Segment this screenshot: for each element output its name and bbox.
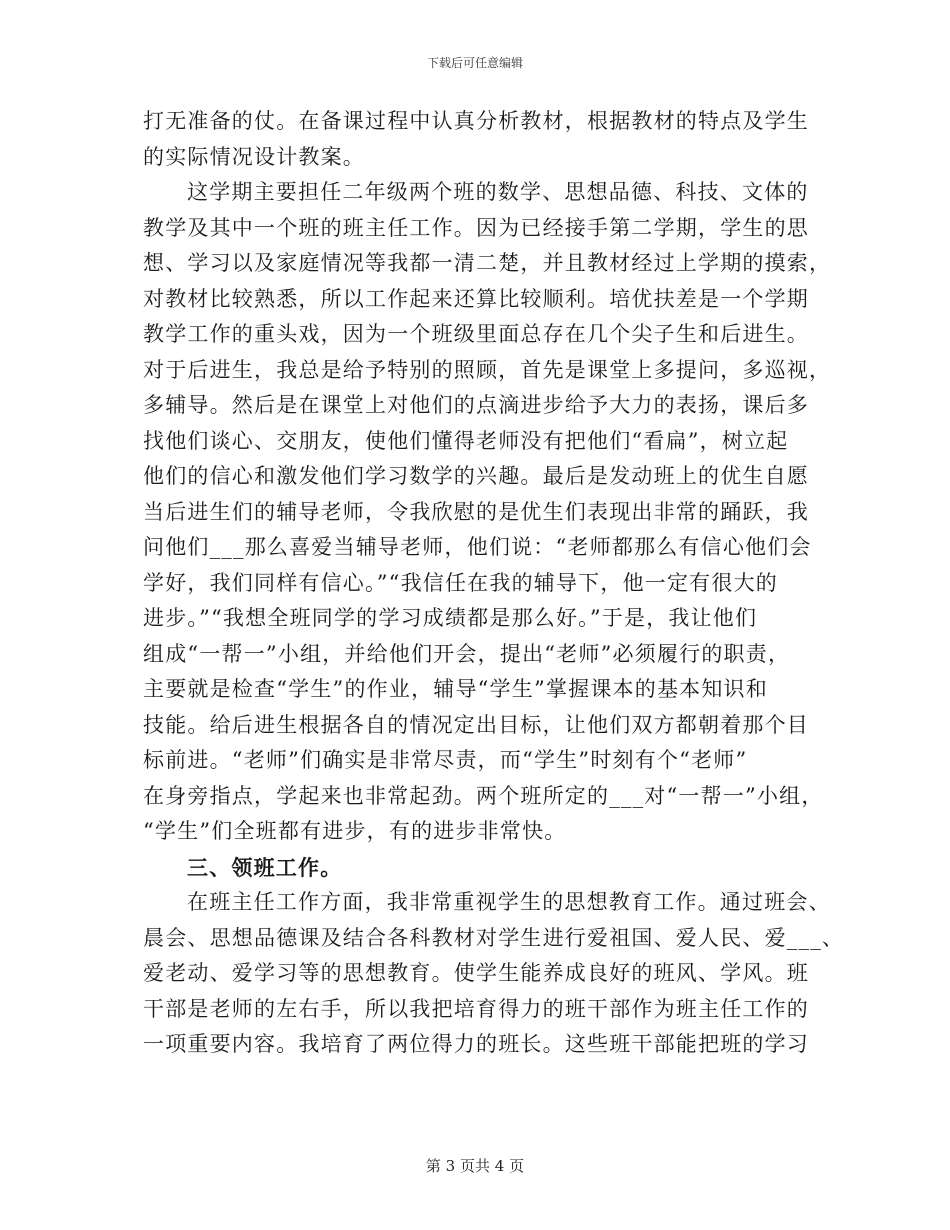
paragraph-line: 在身旁指点，学起来也非常起劲。两个班所定的___对“一帮一”小组， (143, 783, 824, 808)
paragraph-line: 学好，我们同样有信心。”“我信任在我的辅导下，他一定有很大的 (143, 570, 778, 595)
page-header: 下载后可任意编辑 (426, 56, 523, 70)
paragraph-line: 主要就是检查“学生”的作业，辅导“学生”掌握课本的基本知识和 (143, 677, 768, 701)
paragraph-line: “学生”们全班都有进步，有的进步非常快。 (143, 819, 567, 843)
paragraph-line: 多辅导。然后是在课堂上对他们的点滴进步给予大力的表扬，课后多 (143, 393, 809, 417)
paragraph-line: 标前进。“老师”们确实是非常尽责，而“学生”时刻有个“老师” (143, 748, 748, 772)
paragraph-line: 在班主任工作方面，我非常重视学生的思想教育工作。通过班会、 (187, 890, 831, 914)
paragraph-line: 的实际情况设计教案。 (143, 144, 365, 169)
paragraph-line: 一项重要内容。我培育了两位得力的班长。这些班干部能把班的学习 (143, 1032, 809, 1056)
paragraph-line: 技能。给后进生根据各自的情况定出目标，让他们双方都朝着那个目 (143, 712, 809, 737)
page-footer: 第 3 页共 4 页 (425, 1157, 525, 1175)
paragraph-line: 当后进生们的辅导老师，令我欣慰的是优生们表现出非常的踊跃，我 (143, 499, 809, 524)
paragraph-line: 找他们谈心、交朋友，使他们懂得老师没有把他们“看扁”，树立起 (143, 428, 789, 453)
paragraph-line: 爱老动、爱学习等的思想教育。使学生能养成良好的班风、学风。班 (143, 961, 809, 985)
paragraph-line: 他们的信心和激发他们学习数学的兴趣。最后是发动班上的优生自愿 (143, 464, 809, 488)
paragraph-line: 干部是老师的左右手，所以我把培育得力的班干部作为班主任工作的 (143, 996, 809, 1021)
section-heading: 三、领班工作。 (187, 854, 343, 880)
paragraph-line: 问他们___那么喜爱当辅导老师，他们说：“老师都那么有信心他们会 (143, 535, 812, 559)
paragraph-line: 教学及其中一个班的班主任工作。因为已经接手第二学期，学生的思 (143, 215, 809, 240)
paragraph-line: 想、学习以及家庭情况等我都一清二楚，并且教材经过上学期的摸索， (143, 251, 832, 275)
paragraph-line: 进步。”“我想全班同学的学习成绩都是那么好。”于是，我让他们 (143, 606, 758, 630)
paragraph-line: 这学期主要担任二年级两个班的数学、思想品德、科技、文体的 (187, 180, 809, 204)
paragraph-line: 晨会、思想品德课及结合各科教材对学生进行爱祖国、爱人民、爱___、 (143, 925, 845, 950)
paragraph-line: 对教材比较熟悉，所以工作起来还算比较顺利。培优扶差是一个学期 (143, 286, 809, 311)
document-body (143, 104, 845, 1063)
paragraph-line: 组成“一帮一”小组，并给他们开会，提出“老师”必须履行的职责， (143, 641, 791, 666)
paragraph-line: 打无准备的仗。在备课过程中认真分析教材，根据教材的特点及学生 (143, 109, 809, 133)
paragraph-line: 对于后进生，我总是给予特别的照顾，首先是课堂上多提问，多巡视， (143, 357, 832, 382)
paragraph-line: 教学工作的重头戏，因为一个班级里面总存在几个尖子生和后进生。 (143, 322, 809, 346)
